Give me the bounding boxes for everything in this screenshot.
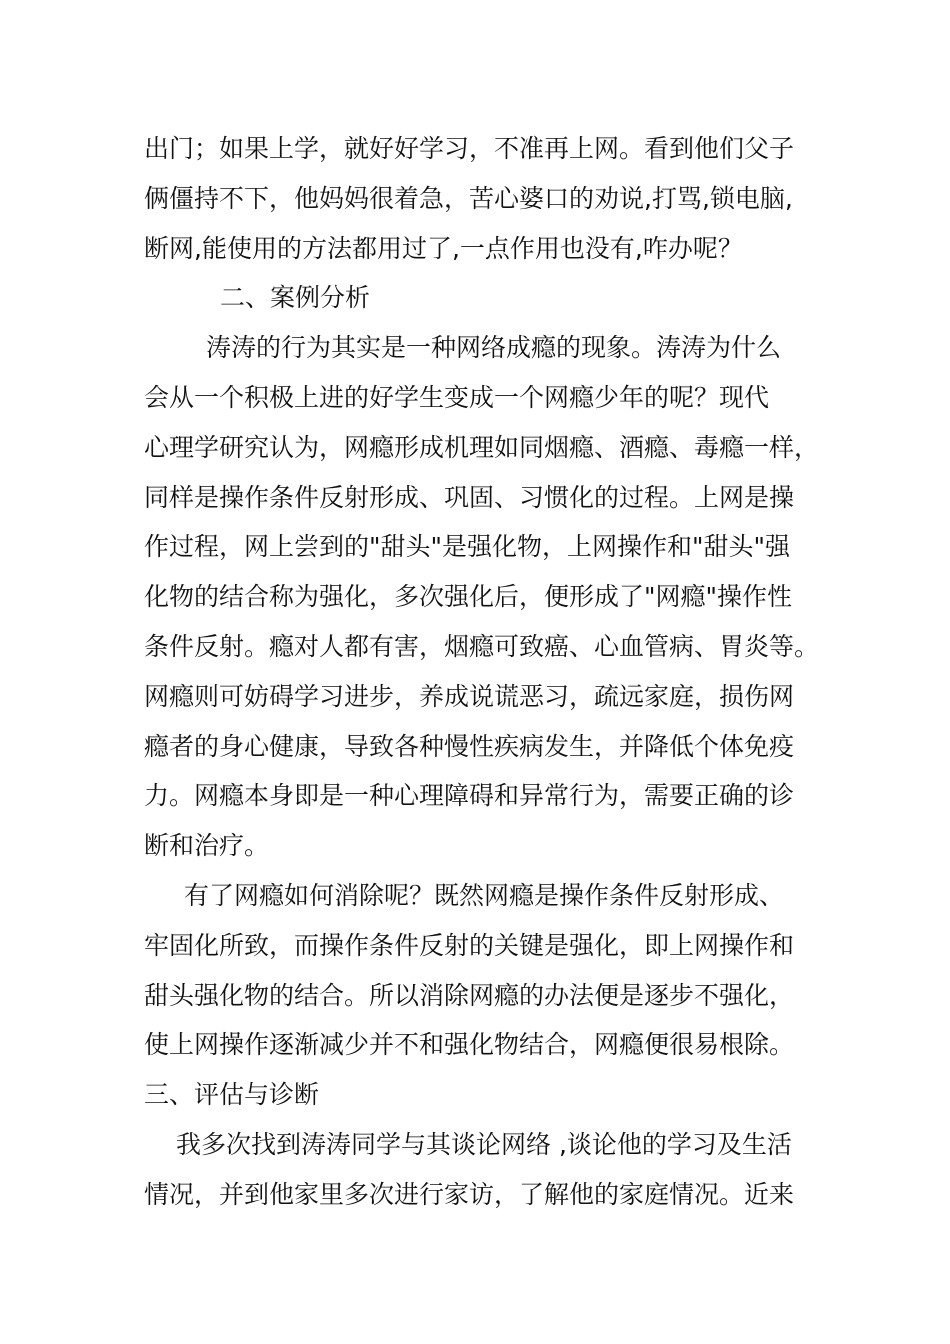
section-heading-evaluation: 三、评估与诊断 [144, 1080, 320, 1110]
text-line: 会从一个积极上进的好学生变成一个网瘾少年的呢？现代 [144, 382, 770, 412]
text-line: 情况，并到他家里多次进行家访，了解他的家庭情况。近来 [144, 1179, 795, 1209]
body-text [144, 124, 820, 1220]
text-line: 我多次找到涛涛同学与其谈论网络 ,谈论他的学习及生活 [176, 1129, 792, 1159]
text-line: 俩僵持不下，他妈妈很着急，苦心婆口的劝说,打骂,锁电脑, [144, 183, 793, 213]
text-line: 瘾者的身心健康，导致各种慢性疾病发生，并降低个体免疫 [144, 731, 795, 761]
text-line: 心理学研究认为，网瘾形成机理如同烟瘾、酒瘾、毒瘾一样， [144, 432, 820, 462]
text-line: 断和治疗。 [144, 831, 270, 861]
text-line: 使上网操作逐渐减少并不和强化物结合，网瘾便很易根除。 [144, 1030, 795, 1060]
text-line: 同样是操作条件反射形成、巩固、习惯化的过程。上网是操 [144, 482, 795, 512]
text-line: 甜头强化物的结合。所以消除网瘾的办法便是逐步不强化， [144, 980, 795, 1010]
text-line: 化物的结合称为强化，多次强化后，便形成了"网瘾"操作性 [144, 582, 793, 612]
text-line: 断网,能使用的方法都用过了,一点作用也没有,咋办呢？ [144, 233, 743, 263]
text-line: 作过程，网上尝到的"甜头"是强化物，上网操作和"甜头"强 [144, 532, 790, 562]
text-line: 网瘾则可妨碍学习进步，养成说谎恶习，疏远家庭，损伤网 [144, 681, 795, 711]
text-line: 涛涛的行为其实是一种网络成瘾的现象。涛涛为什么 [206, 333, 782, 363]
text-line: 力。网瘾本身即是一种心理障碍和异常行为，需要正确的诊 [144, 781, 795, 811]
text-line: 条件反射。瘾对人都有害，烟瘾可致癌、心血管病、胃炎等。 [144, 631, 820, 661]
section-heading-case-analysis: 二、案例分析 [220, 283, 371, 313]
text-line: 牢固化所致，而操作条件反射的关键是强化，即上网操作和 [144, 930, 795, 960]
text-line: 出门；如果上学，就好好学习，不准再上网。看到他们父子 [144, 134, 795, 163]
text-line: 有了网瘾如何消除呢？既然网瘾是操作条件反射形成、 [184, 880, 785, 910]
